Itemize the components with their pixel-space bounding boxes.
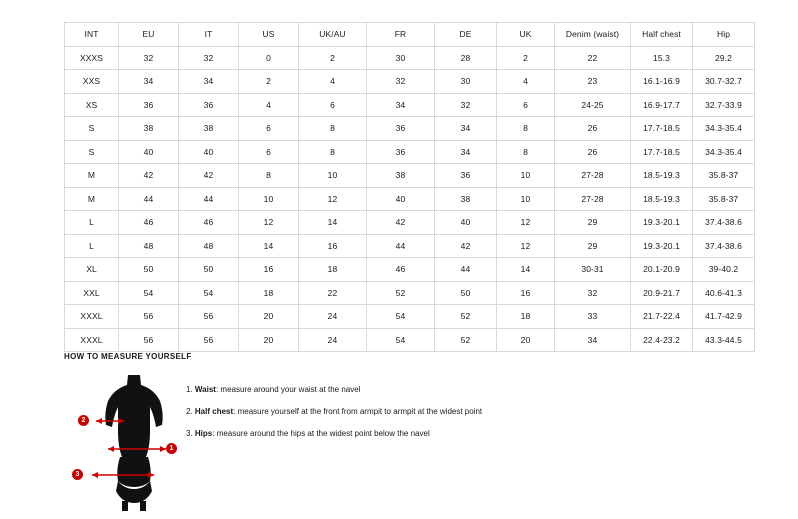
cell-eu: 40: [119, 140, 179, 164]
cell-half-chest: 17.7-18.5: [631, 117, 693, 141]
measure-marker-2: 2: [78, 415, 89, 426]
instruction-label-half-chest: Half chest: [194, 407, 234, 416]
cell-de: 36: [435, 164, 497, 188]
table-body: [65, 46, 755, 352]
cell-uk: 14: [497, 258, 555, 282]
cell-fr: 44: [367, 234, 435, 258]
cell-eu: 32: [119, 46, 179, 70]
cell-fr: 34: [367, 93, 435, 117]
table-row: [65, 234, 755, 258]
cell-denim: 32: [555, 281, 631, 305]
cell-fr: 40: [367, 187, 435, 211]
cell-it: 36: [179, 93, 239, 117]
cell-half-chest: 22.4-23.2: [631, 328, 693, 352]
table-row: [65, 46, 755, 70]
cell-ukau: 18: [299, 258, 367, 282]
cell-int: XXS: [65, 70, 119, 94]
cell-fr: 38: [367, 164, 435, 188]
cell-int: XXXL: [65, 328, 119, 352]
cell-us: 6: [239, 117, 299, 141]
table-row: [65, 117, 755, 141]
cell-uk: 8: [497, 117, 555, 141]
cell-uk: 4: [497, 70, 555, 94]
cell-us: 20: [239, 305, 299, 329]
cell-half-chest: 18.5-19.3: [631, 187, 693, 211]
cell-denim: 22: [555, 46, 631, 70]
instruction-label-hips: Hips: [194, 429, 213, 438]
instruction-number-2: 2.: [186, 407, 193, 416]
cell-ukau: 4: [299, 70, 367, 94]
cell-eu: 36: [119, 93, 179, 117]
cell-fr: 36: [367, 140, 435, 164]
cell-denim: 26: [555, 140, 631, 164]
cell-eu: 42: [119, 164, 179, 188]
cell-ukau: 16: [299, 234, 367, 258]
cell-it: 42: [179, 164, 239, 188]
cell-us: 10: [239, 187, 299, 211]
measure-marker-3: 3: [72, 469, 83, 480]
table-row: [65, 187, 755, 211]
cell-fr: 54: [367, 305, 435, 329]
measure-marker-1: 1: [166, 443, 177, 454]
cell-denim: 29: [555, 211, 631, 235]
mannequin-figure-container: [64, 371, 184, 511]
cell-de: 44: [435, 258, 497, 282]
instruction-number-3: 3.: [186, 429, 193, 438]
cell-eu: 56: [119, 305, 179, 329]
column-header-eu: EU: [119, 23, 179, 47]
measure-instructions-list: [186, 371, 482, 451]
cell-uk: 10: [497, 164, 555, 188]
cell-half-chest: 15.3: [631, 46, 693, 70]
column-header-hip: Hip: [693, 23, 755, 47]
cell-hip: 30.7-32.7: [693, 70, 755, 94]
cell-denim: 34: [555, 328, 631, 352]
table-header-row: [65, 23, 755, 47]
cell-uk: 12: [497, 234, 555, 258]
cell-eu: 56: [119, 328, 179, 352]
cell-us: 20: [239, 328, 299, 352]
cell-denim: 24-25: [555, 93, 631, 117]
cell-us: 4: [239, 93, 299, 117]
cell-hip: 39-40.2: [693, 258, 755, 282]
cell-ukau: 6: [299, 93, 367, 117]
cell-uk: 8: [497, 140, 555, 164]
cell-half-chest: 19.3-20.1: [631, 211, 693, 235]
cell-it: 40: [179, 140, 239, 164]
cell-ukau: 2: [299, 46, 367, 70]
cell-fr: 32: [367, 70, 435, 94]
cell-uk: 16: [497, 281, 555, 305]
cell-it: 56: [179, 305, 239, 329]
cell-hip: 40.6-41.3: [693, 281, 755, 305]
cell-us: 8: [239, 164, 299, 188]
how-to-measure-body: [64, 371, 764, 511]
cell-fr: 36: [367, 117, 435, 141]
cell-hip: 41.7-42.9: [693, 305, 755, 329]
cell-it: 50: [179, 258, 239, 282]
size-table-container: [64, 22, 742, 352]
cell-denim: 30-31: [555, 258, 631, 282]
cell-uk: 6: [497, 93, 555, 117]
cell-eu: 50: [119, 258, 179, 282]
cell-denim: 26: [555, 117, 631, 141]
cell-eu: 44: [119, 187, 179, 211]
table-row: [65, 70, 755, 94]
cell-hip: 35.8-37: [693, 187, 755, 211]
cell-denim: 27-28: [555, 187, 631, 211]
cell-de: 28: [435, 46, 497, 70]
cell-ukau: 24: [299, 305, 367, 329]
column-header-fr: FR: [367, 23, 435, 47]
cell-hip: 37.4-38.6: [693, 234, 755, 258]
cell-ukau: 14: [299, 211, 367, 235]
column-header-int: INT: [65, 23, 119, 47]
table-row: [65, 211, 755, 235]
cell-us: 6: [239, 140, 299, 164]
cell-it: 44: [179, 187, 239, 211]
measure-instruction-half-chest: [186, 407, 482, 417]
cell-int: L: [65, 211, 119, 235]
cell-fr: 54: [367, 328, 435, 352]
cell-ukau: 12: [299, 187, 367, 211]
cell-us: 12: [239, 211, 299, 235]
cell-uk: 2: [497, 46, 555, 70]
cell-it: 54: [179, 281, 239, 305]
cell-ukau: 24: [299, 328, 367, 352]
cell-de: 52: [435, 328, 497, 352]
cell-ukau: 8: [299, 117, 367, 141]
cell-it: 34: [179, 70, 239, 94]
cell-de: 52: [435, 305, 497, 329]
cell-hip: 37.4-38.6: [693, 211, 755, 235]
cell-de: 50: [435, 281, 497, 305]
cell-half-chest: 21.7-22.4: [631, 305, 693, 329]
cell-de: 30: [435, 70, 497, 94]
cell-half-chest: 20.9-21.7: [631, 281, 693, 305]
column-header-uk: UK: [497, 23, 555, 47]
instruction-text-waist: : measure around your waist at the navel: [215, 385, 361, 394]
measure-instruction-waist: [186, 385, 482, 395]
cell-hip: 43.3-44.5: [693, 328, 755, 352]
cell-int: M: [65, 187, 119, 211]
cell-de: 32: [435, 93, 497, 117]
cell-fr: 52: [367, 281, 435, 305]
cell-half-chest: 19.3-20.1: [631, 234, 693, 258]
column-header-ukau: UK/AU: [299, 23, 367, 47]
cell-half-chest: 16.1-16.9: [631, 70, 693, 94]
table-row: [65, 328, 755, 352]
cell-de: 34: [435, 117, 497, 141]
cell-us: 2: [239, 70, 299, 94]
cell-it: 48: [179, 234, 239, 258]
instruction-number-1: 1.: [186, 385, 193, 394]
cell-denim: 23: [555, 70, 631, 94]
cell-eu: 38: [119, 117, 179, 141]
cell-it: 38: [179, 117, 239, 141]
table-row: [65, 305, 755, 329]
cell-fr: 42: [367, 211, 435, 235]
cell-ukau: 8: [299, 140, 367, 164]
cell-hip: 29.2: [693, 46, 755, 70]
table-header: [65, 23, 755, 47]
table-row: [65, 164, 755, 188]
cell-int: M: [65, 164, 119, 188]
cell-de: 40: [435, 211, 497, 235]
cell-fr: 46: [367, 258, 435, 282]
cell-it: 32: [179, 46, 239, 70]
table-row: [65, 93, 755, 117]
cell-eu: 34: [119, 70, 179, 94]
cell-half-chest: 20.1-20.9: [631, 258, 693, 282]
instruction-text-hips: : measure around the hips at the widest point below the navel: [212, 429, 430, 438]
column-header-denim-waist: Denim (waist): [555, 23, 631, 47]
cell-hip: 32.7-33.9: [693, 93, 755, 117]
cell-denim: 29: [555, 234, 631, 258]
cell-denim: 33: [555, 305, 631, 329]
cell-hip: 34.3-35.4: [693, 140, 755, 164]
cell-uk: 12: [497, 211, 555, 235]
cell-hip: 34.3-35.4: [693, 117, 755, 141]
cell-us: 14: [239, 234, 299, 258]
cell-hip: 35.8-37: [693, 164, 755, 188]
size-conversion-table: [64, 22, 755, 352]
cell-us: 16: [239, 258, 299, 282]
column-header-it: IT: [179, 23, 239, 47]
cell-half-chest: 18.5-19.3: [631, 164, 693, 188]
instruction-label-waist: Waist: [194, 385, 216, 394]
mannequin-illustration: [75, 371, 174, 511]
cell-int: S: [65, 117, 119, 141]
cell-int: XXXL: [65, 305, 119, 329]
cell-uk: 18: [497, 305, 555, 329]
cell-uk: 10: [497, 187, 555, 211]
cell-int: XXXS: [65, 46, 119, 70]
cell-fr: 30: [367, 46, 435, 70]
cell-it: 56: [179, 328, 239, 352]
cell-ukau: 10: [299, 164, 367, 188]
cell-de: 42: [435, 234, 497, 258]
table-row: [65, 258, 755, 282]
column-header-us: US: [239, 23, 299, 47]
cell-us: 0: [239, 46, 299, 70]
mannequin-svg: [84, 371, 184, 511]
cell-int: L: [65, 234, 119, 258]
cell-it: 46: [179, 211, 239, 235]
measure-instruction-hips: [186, 429, 482, 439]
cell-eu: 48: [119, 234, 179, 258]
cell-int: XL: [65, 258, 119, 282]
cell-ukau: 22: [299, 281, 367, 305]
column-header-half-chest: Half chest: [631, 23, 693, 47]
cell-int: XXL: [65, 281, 119, 305]
cell-int: XS: [65, 93, 119, 117]
cell-de: 34: [435, 140, 497, 164]
cell-eu: 46: [119, 211, 179, 235]
cell-de: 38: [435, 187, 497, 211]
how-to-measure-title: HOW TO MEASURE YOURSELF: [64, 352, 192, 361]
cell-us: 18: [239, 281, 299, 305]
cell-int: S: [65, 140, 119, 164]
cell-uk: 20: [497, 328, 555, 352]
cell-half-chest: 16.9-17.7: [631, 93, 693, 117]
table-row: [65, 140, 755, 164]
how-to-measure-section: [64, 352, 764, 511]
cell-eu: 54: [119, 281, 179, 305]
cell-half-chest: 17.7-18.5: [631, 140, 693, 164]
column-header-de: DE: [435, 23, 497, 47]
cell-denim: 27-28: [555, 164, 631, 188]
table-row: [65, 281, 755, 305]
instruction-text-half-chest: : measure yourself at the front from armpit to armpit at the widest point: [233, 407, 483, 416]
